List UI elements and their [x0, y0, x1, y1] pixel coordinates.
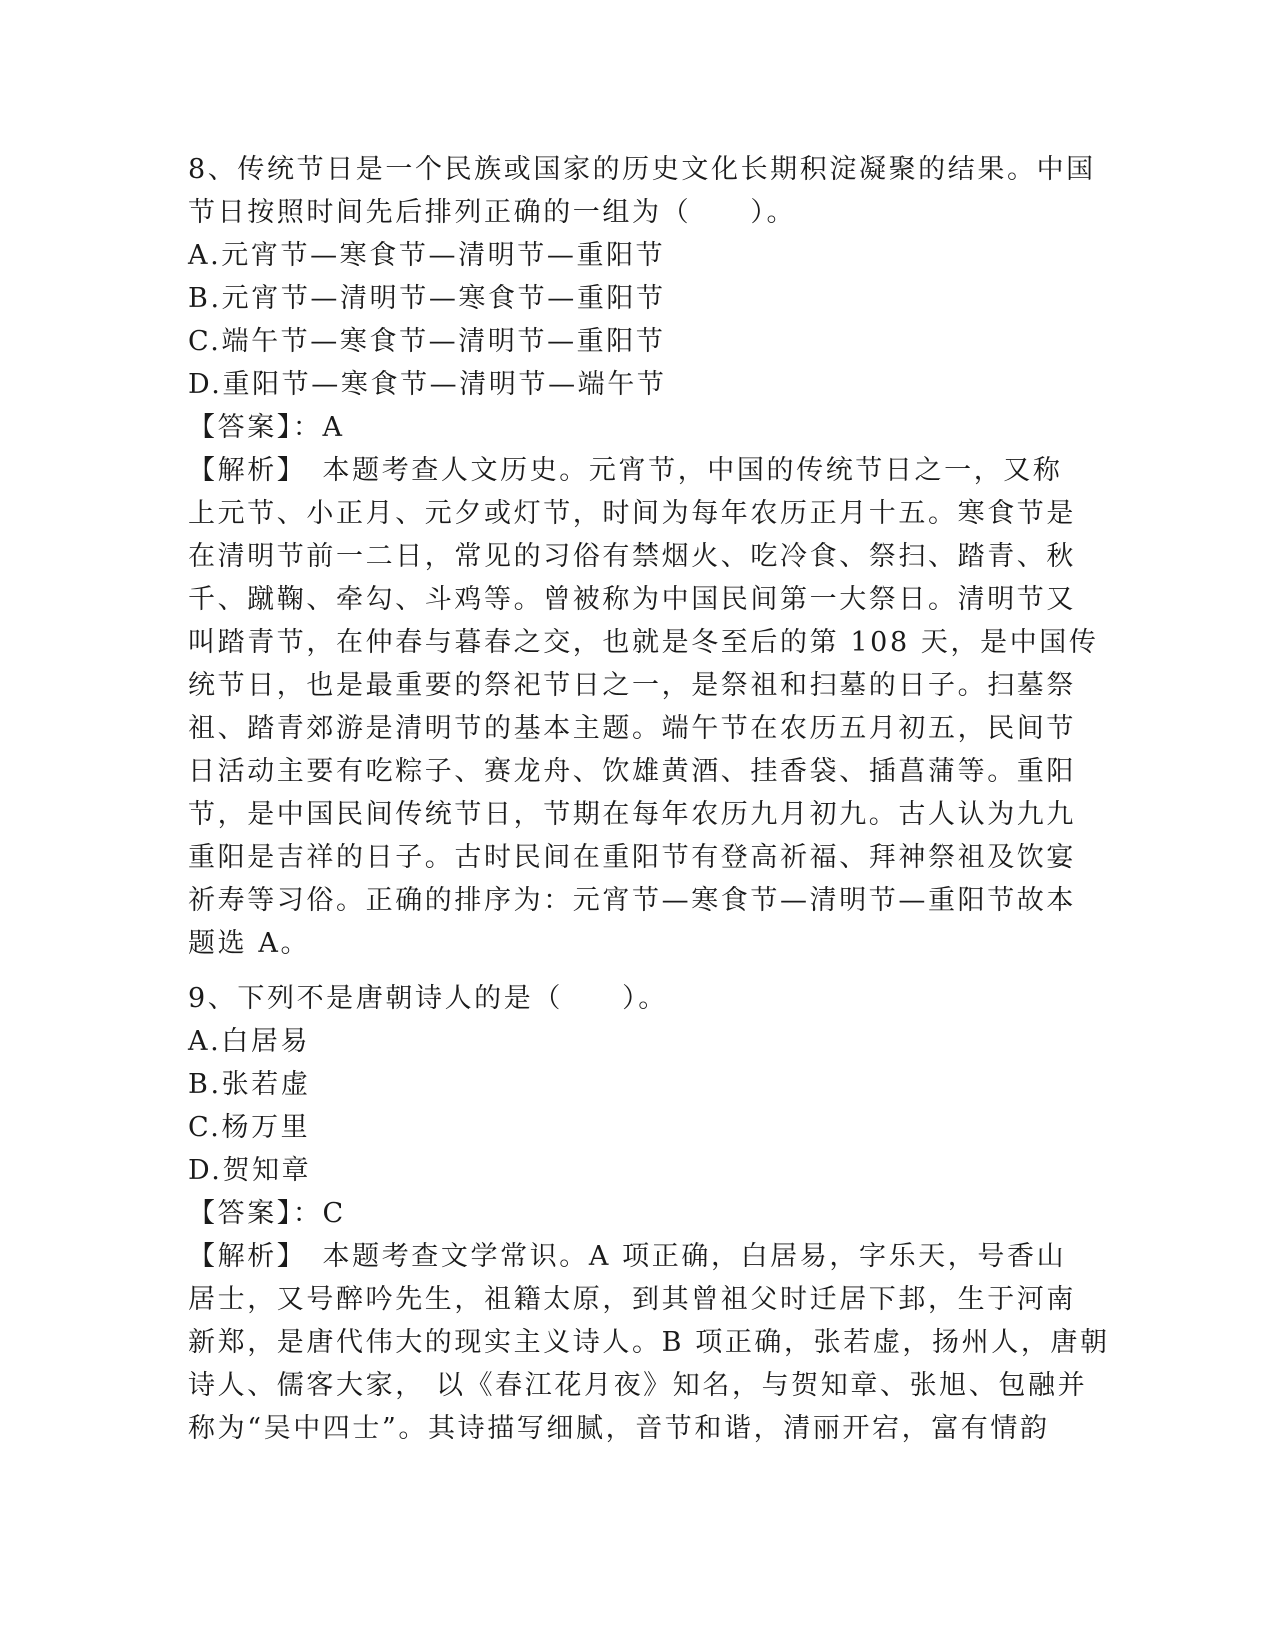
question-8 [188, 148, 1099, 965]
option-d: D.贺知章 [188, 1155, 312, 1186]
explanation-line: 在清明节前一二日，常见的习俗有禁烟火、吃冷食、祭扫、踏青、秋 [188, 541, 1076, 572]
explanation-line: 节，是中国民间传统节日，节期在每年农历九月初九。古人认为九九 [188, 799, 1076, 830]
explanation-line: 祈寿等习俗。正确的排序为：元宵节—寒食节—清明节—重阳节故本 [188, 885, 1076, 916]
explanation-line: 诗人、儒客大家， 以《春江花月夜》知名，与贺知章、张旭、包融并 [188, 1370, 1088, 1401]
explanation-line: 千、蹴鞠、牵勾、斗鸡等。曾被称为中国民间第一大祭日。清明节又 [188, 584, 1076, 615]
explanation-line: 新郑，是唐代伟大的现实主义诗人。B 项正确，张若虚，扬州人，唐朝 [188, 1327, 1110, 1358]
option-b: B.元宵节—清明节—寒食节—重阳节 [188, 283, 666, 314]
question-text-line: 9、下列不是唐朝诗人的是（ ）。 [188, 983, 668, 1014]
question-text-line: 节日按照时间先后排列正确的一组为（ ）。 [188, 197, 797, 228]
option-c: C.杨万里 [188, 1112, 311, 1143]
explanation-line: 上元节、小正月、元夕或灯节，时间为每年农历正月十五。寒食节是 [188, 498, 1076, 529]
answer-line: 【答案】：C [188, 1198, 346, 1229]
explanation-line: 重阳是吉祥的日子。古时民间在重阳节有登高祈福、拜神祭祖及饮宴 [188, 842, 1076, 873]
answer-line: 【答案】：A [188, 412, 345, 443]
option-c: C.端午节—寒食节—清明节—重阳节 [188, 326, 666, 357]
explanation-line: 【解析】 本题考查文学常识。A 项正确，白居易，字乐天，号香山 [188, 1241, 1067, 1272]
explanation-line: 叫踏青节，在仲春与暮春之交，也就是冬至后的第 108 天，是中国传 [188, 627, 1099, 658]
explanation-line: 居士，又号醉吟先生，祖籍太原，到其曾祖父时迁居下邽，生于河南 [188, 1284, 1076, 1315]
question-9 [188, 977, 1110, 1450]
explanation-line: 【解析】 本题考查人文历史。元宵节，中国的传统节日之一，又称 [188, 455, 1063, 486]
question-spacer [188, 965, 1088, 977]
explanation-line: 统节日，也是最重要的祭祀节日之一，是祭祖和扫墓的日子。扫墓祭 [188, 670, 1076, 701]
option-d: D.重阳节—寒食节—清明节—端午节 [188, 369, 667, 400]
option-a: A.白居易 [188, 1026, 311, 1057]
question-text-line: 8、传统节日是一个民族或国家的历史文化长期积淀凝聚的结果。中国 [188, 154, 1096, 185]
explanation-line: 称为“吴中四士”。其诗描写细腻，音节和谐，清丽开宕，富有情韵 [188, 1413, 1050, 1444]
explanation-line: 祖、踏青郊游是清明节的基本主题。端午节在农历五月初五，民间节 [188, 713, 1076, 744]
explanation-line: 题选 A。 [188, 928, 311, 959]
page-content [188, 148, 1110, 1450]
option-b: B.张若虚 [188, 1069, 311, 1100]
explanation-line: 日活动主要有吃粽子、赛龙舟、饮雄黄酒、挂香袋、插菖蒲等。重阳 [188, 756, 1076, 787]
option-a: A.元宵节—寒食节—清明节—重阳节 [188, 240, 666, 271]
